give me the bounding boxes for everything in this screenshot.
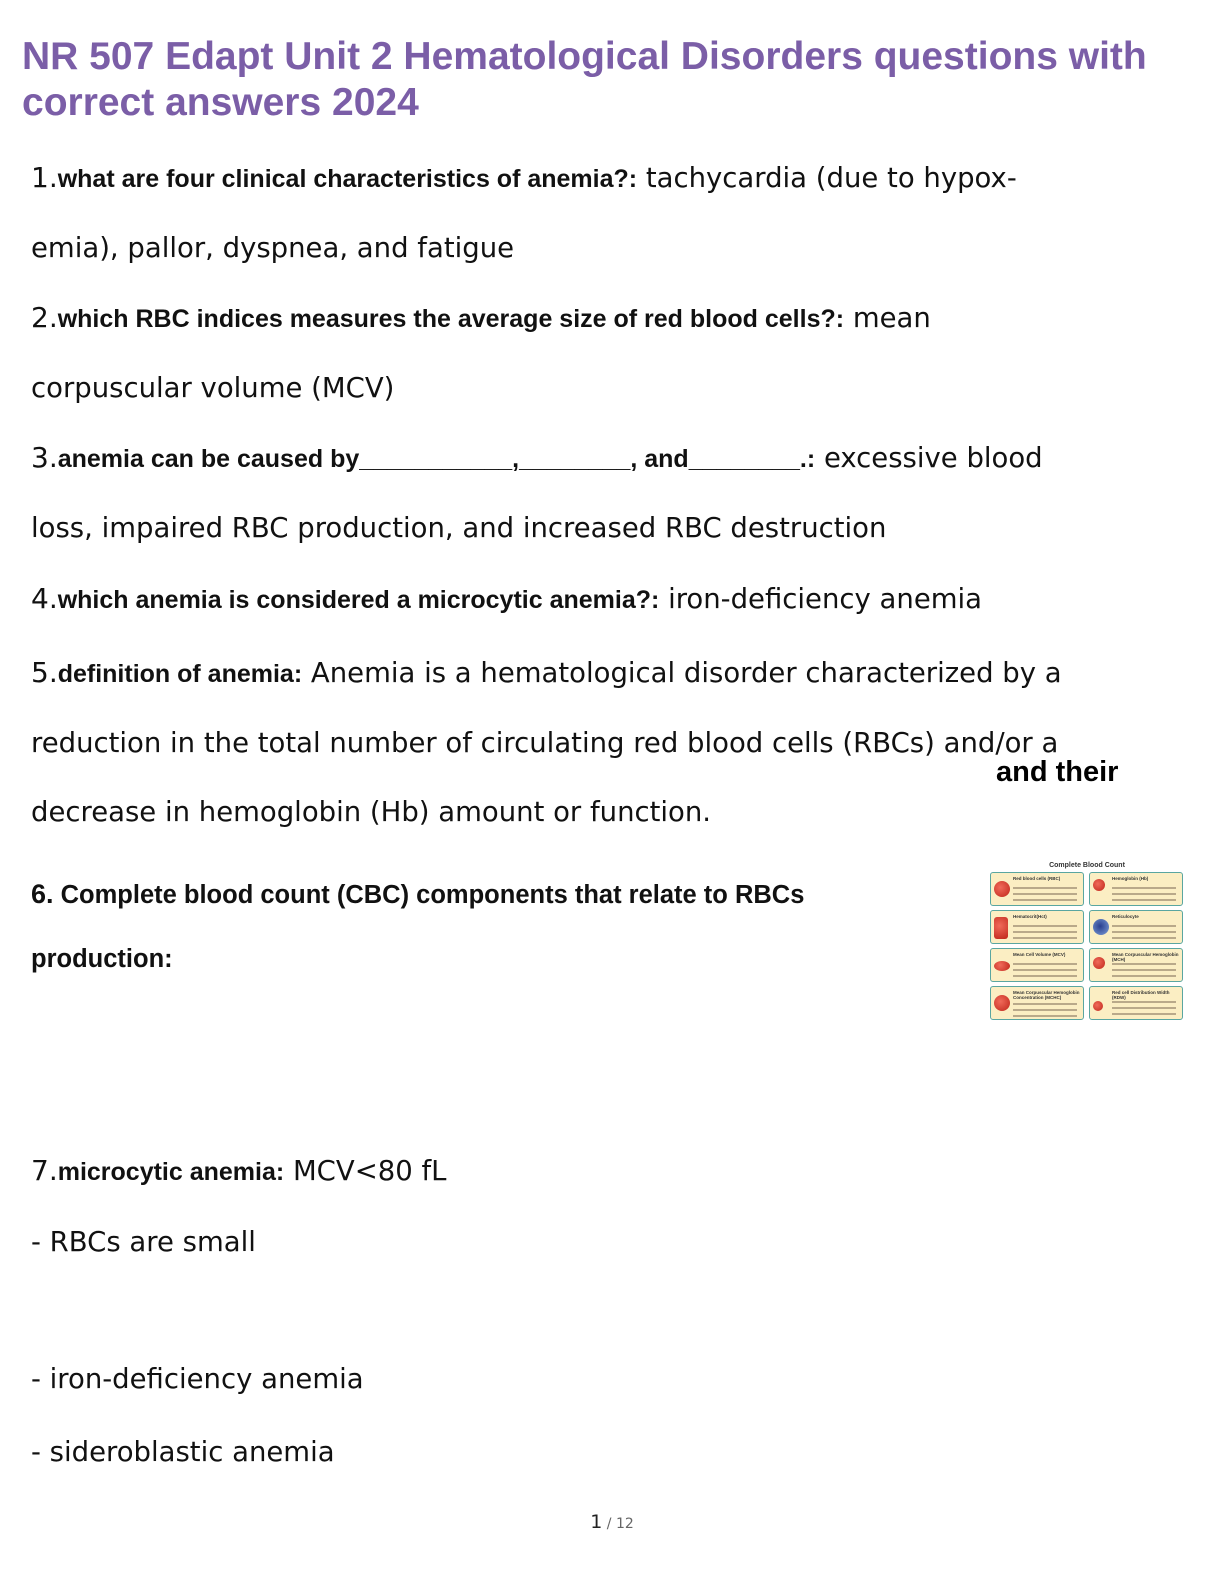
page-separator: / bbox=[602, 1516, 616, 1532]
answer-text: Anemia is a hematological disorder characterized by a bbox=[302, 657, 1062, 689]
cbc-card-mchc: Mean Corpuscular Hemoglobin Concentration (MCHC) bbox=[990, 986, 1084, 1020]
list-item: - RBCs are small bbox=[31, 1226, 256, 1258]
question-text: microcytic anemia: bbox=[57, 1158, 285, 1186]
cbc-card-mch: Mean Corpuscular Hemoglobin (MCH) bbox=[1089, 948, 1183, 982]
question-number: 1. bbox=[31, 161, 58, 194]
question-4 bbox=[31, 564, 1191, 635]
cbc-title: Complete Blood Count bbox=[1049, 862, 1125, 869]
answer-text-continued: reduction in the total number of circulating red blood cells (RBCs) and/or a bbox=[31, 727, 1059, 759]
current-page: 1 bbox=[590, 1511, 603, 1533]
total-pages: 12 bbox=[615, 1516, 634, 1532]
question-text: definition of anemia: bbox=[57, 660, 303, 688]
question-number: 4. bbox=[31, 582, 58, 615]
question-text: what are four clinical characteristics of anemia?: bbox=[57, 165, 638, 193]
cbc-card-rbc: Red blood cells (RBC) bbox=[990, 872, 1084, 906]
cbc-card-hemoglobin: Hemoglobin (Hb) bbox=[1089, 872, 1183, 906]
page-indicator bbox=[0, 1511, 1224, 1533]
cbc-infographic bbox=[990, 862, 1184, 1022]
question-7 bbox=[31, 1136, 1191, 1207]
answer-text: mean bbox=[844, 302, 931, 334]
question-text: anemia can be caused by___________,________, and________.: bbox=[57, 445, 816, 473]
question-2 bbox=[31, 283, 1191, 423]
question-number: 5. bbox=[31, 656, 58, 689]
stray-overlay-text: and their bbox=[996, 756, 1119, 788]
question-number: 6. bbox=[31, 879, 54, 909]
document-title: NR 507 Edapt Unit 2 Hematological Disorders questions with correct answers 2024 bbox=[22, 35, 1147, 124]
question-3 bbox=[31, 423, 1191, 563]
question-6 bbox=[31, 862, 911, 991]
cbc-card-mcv: Mean Cell Volume (MCV) bbox=[990, 948, 1084, 982]
question-text: which RBC indices measures the average size of red blood cells?: bbox=[57, 305, 845, 333]
list-item: - iron-deficiency anemia bbox=[31, 1363, 364, 1395]
answer-text: MCV<80 fL bbox=[284, 1155, 447, 1187]
answer-text: excessive blood bbox=[815, 442, 1043, 474]
question-number: 7. bbox=[31, 1154, 58, 1187]
cbc-card-hematocrit: Hematocrit(Hct) bbox=[990, 910, 1084, 944]
answer-text-continued: corpuscular volume (MCV) bbox=[31, 372, 395, 404]
question-text-continued: production: bbox=[31, 945, 173, 973]
question-text: Complete blood count (CBC) components that relate to RBCs bbox=[53, 881, 805, 909]
answer-text-continued: loss, impaired RBC production, and increased RBC destruction bbox=[31, 512, 887, 544]
answer-text-continued: decrease in hemoglobin (Hb) amount or function. bbox=[31, 796, 712, 828]
question-number: 2. bbox=[31, 301, 58, 334]
question-5 bbox=[31, 638, 1191, 847]
question-text: which anemia is considered a microcytic anemia?: bbox=[57, 586, 660, 614]
cbc-card-rdw: Red cell Distribution Width (RDW) bbox=[1089, 986, 1183, 1020]
cbc-card-reticulocyte: Reticulocyte bbox=[1089, 910, 1183, 944]
question-number: 3. bbox=[31, 441, 58, 474]
answer-text-continued: emia), pallor, dyspnea, and fatigue bbox=[31, 232, 515, 264]
question-1 bbox=[31, 143, 1191, 283]
list-item: - sideroblastic anemia bbox=[31, 1436, 335, 1468]
answer-text: iron-deficiency anemia bbox=[659, 583, 983, 615]
answer-text: tachycardia (due to hypox- bbox=[637, 162, 1017, 194]
